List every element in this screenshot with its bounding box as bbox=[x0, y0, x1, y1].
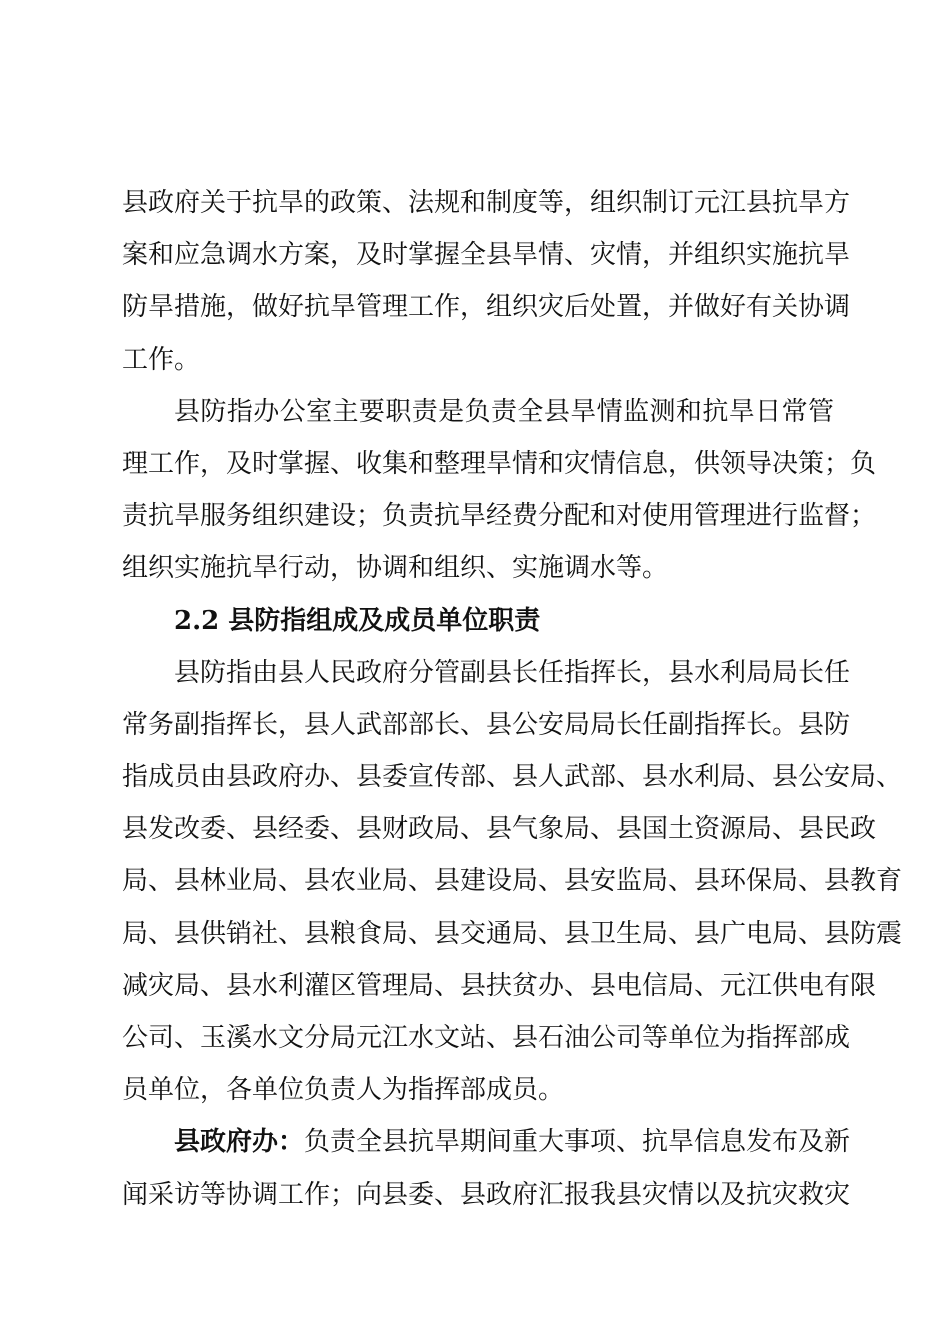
text-line: 员单位，各单位负责人为指挥部成员。 bbox=[122, 1075, 565, 1106]
text-line: 责抗旱服务组织建设；负责抗旱经费分配和对使用管理进行监督； bbox=[122, 501, 877, 532]
text-line: 局、县林业局、县农业局、县建设局、县安监局、县环保局、县教育 bbox=[122, 866, 903, 897]
text-line: 县政府关于抗旱的政策、法规和制度等，组织制订元江县抗旱方 bbox=[122, 188, 851, 218]
text-line: 案和应急调水方案，及时掌握全县旱情、灾情，并组织实施抗旱 bbox=[122, 240, 851, 271]
text-line: 县防指办公室主要职责是负责全县旱情监测和抗旱日常管 bbox=[174, 396, 834, 427]
document-body bbox=[122, 177, 903, 1221]
text-line: 局、县供销社、县粮食局、县交通局、县卫生局、县广电局、县防震 bbox=[122, 918, 903, 949]
text-line: 公司、玉溪水文分局元江水文站、县石油公司等单位为指挥部成 bbox=[122, 1023, 851, 1053]
text-line: 指成员由县政府办、县委宣传部、县人武部、县水利局、县公安局、 bbox=[122, 762, 903, 793]
text-line: 防旱措施，做好抗旱管理工作，组织灾后处置，并做好有关协调 bbox=[122, 292, 851, 323]
lead-in-label: 县政府办： bbox=[174, 1127, 305, 1158]
text-line bbox=[122, 1116, 851, 1168]
text-line: 闻采访等协调工作；向县委、县政府汇报我县灾情以及抗灾救灾 bbox=[122, 1179, 851, 1210]
text-line: 县防指由县人民政府分管副县长任指挥长，县水利局局长任 bbox=[174, 657, 851, 688]
text-line: 理工作，及时掌握、收集和整理旱情和灾情信息，供领导决策；负 bbox=[122, 448, 877, 479]
text-line: 县发改委、县经委、县财政局、县气象局、县国土资源局、县民政 bbox=[122, 814, 877, 845]
text-line: 减灾局、县水利灌区管理局、县扶贫办、县电信局、元江供电有限 bbox=[122, 970, 877, 1001]
text-line: 常务副指挥长，县人武部部长、县公安局局长任副指挥长。县防 bbox=[122, 709, 851, 740]
text-line: 组织实施抗旱行动，协调和组织、实施调水等。 bbox=[122, 553, 669, 584]
text-line: 工作。 bbox=[122, 344, 201, 375]
section-heading: 2.2 县防指组成及成员单位职责 bbox=[174, 605, 541, 636]
lead-in-text: 负责全县抗旱期间重大事项、抗旱信息发布及新 bbox=[304, 1127, 851, 1158]
